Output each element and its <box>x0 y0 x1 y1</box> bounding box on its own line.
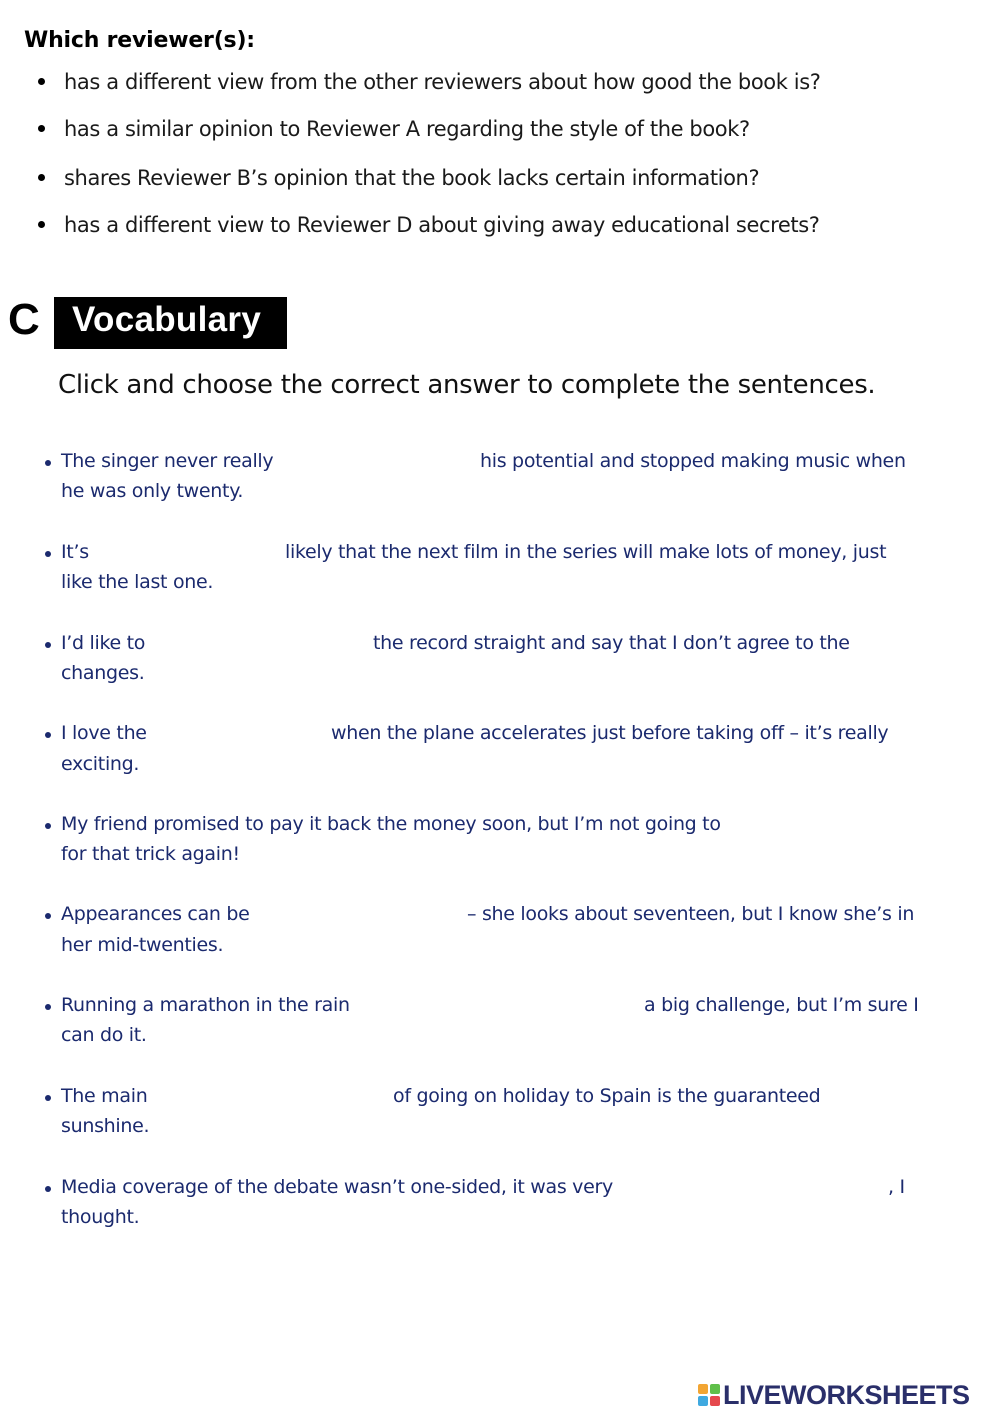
sentence-8-before: The main <box>61 1085 148 1107</box>
logo-square-icon <box>710 1384 720 1394</box>
sentence-4-before: I love the <box>61 722 147 744</box>
gap-select-6[interactable] <box>280 901 460 931</box>
reviewer-question: shares Reviewer B’s opinion that the book lacks certain information? <box>38 166 759 190</box>
reviewer-question: has a different view to Reviewer D about giving away educational secrets? <box>38 213 820 237</box>
sentence-2-after: likely that the next film in the series will make lots of money, just <box>285 541 887 563</box>
logo-text: LIVEWORKSHEETS <box>723 1379 970 1410</box>
bullet-icon <box>45 913 51 919</box>
sentence-3-before: I’d like to <box>61 632 146 654</box>
sentence-9-line2: thought. <box>61 1206 140 1228</box>
reviewer-question: has a different view from the other reviewers about how good the book is? <box>38 70 821 94</box>
bullet-icon <box>45 732 51 738</box>
liveworksheets-logo-icon <box>698 1384 720 1406</box>
sentence-6-line2: her mid-twenties. <box>61 934 224 956</box>
sentence-5-line2: for that trick again! <box>61 843 240 865</box>
gap-select-4[interactable] <box>163 720 324 750</box>
logo-square-icon <box>710 1396 720 1406</box>
sentence-4-after: when the plane accelerates just before taking off – it’s really <box>331 722 889 744</box>
gap-select-8[interactable] <box>164 1083 386 1113</box>
sentence-8-line2: sunshine. <box>61 1115 150 1137</box>
sentence-2-line2: like the last one. <box>61 571 214 593</box>
bullet-icon <box>45 1186 51 1192</box>
sentence-8-after: of going on holiday to Spain is the guaranteed <box>393 1085 821 1107</box>
sentence-1-line2: he was only twenty. <box>61 480 244 502</box>
logo-square-icon <box>698 1384 708 1394</box>
bullet-icon <box>45 460 51 466</box>
gap-select-7[interactable] <box>392 992 637 1022</box>
bullet-icon <box>45 642 51 648</box>
gap-select-2[interactable] <box>100 539 278 569</box>
sentence-3-after: the record straight and say that I don’t agree to the <box>373 632 850 654</box>
sentence-2-before: It’s <box>61 541 89 563</box>
section-title: Vocabulary <box>72 300 262 339</box>
gap-select-5[interactable] <box>806 811 956 841</box>
gap-select-9[interactable] <box>684 1174 882 1204</box>
bullet-icon <box>45 823 51 829</box>
bullet-icon <box>45 1095 51 1101</box>
sentence-7-line2: can do it. <box>61 1024 147 1046</box>
liveworksheets-logo <box>698 1380 970 1410</box>
section-letter: C <box>8 295 40 344</box>
bullet-icon <box>38 78 45 85</box>
sentence-9-after: , I <box>888 1176 905 1198</box>
sentence-4-line2: exciting. <box>61 753 140 775</box>
reviewer-question: has a similar opinion to Reviewer A regarding the style of the book? <box>38 117 750 141</box>
sentence-1-before: The singer never really <box>61 450 274 472</box>
gap-select-1[interactable] <box>305 448 473 478</box>
logo-square-icon <box>698 1396 708 1406</box>
bullet-icon <box>45 1004 51 1010</box>
sentence-6-before: Appearances can be <box>61 903 250 925</box>
sentence-6-after: – she looks about seventeen, but I know she’s in <box>467 903 915 925</box>
sentence-1-after: his potential and stopped making music when <box>480 450 906 472</box>
reviewers-heading: Which reviewer(s): <box>24 28 255 53</box>
bullet-icon <box>38 221 45 228</box>
gap-select-3[interactable] <box>168 630 366 660</box>
sentence-9-before: Media coverage of the debate wasn’t one-sided, it was very <box>61 1176 613 1198</box>
bullet-icon <box>38 125 45 132</box>
bullet-icon <box>38 174 45 181</box>
bullet-icon <box>45 551 51 557</box>
sentence-7-after: a big challenge, but I’m sure I <box>644 994 919 1016</box>
instructions: Click and choose the correct answer to complete the sentences. <box>58 370 876 400</box>
sentence-5-before: My friend promised to pay it back the money soon, but I’m not going to <box>61 813 721 835</box>
sentence-7-before: Running a marathon in the rain <box>61 994 350 1016</box>
sentence-3-line2: changes. <box>61 662 145 684</box>
